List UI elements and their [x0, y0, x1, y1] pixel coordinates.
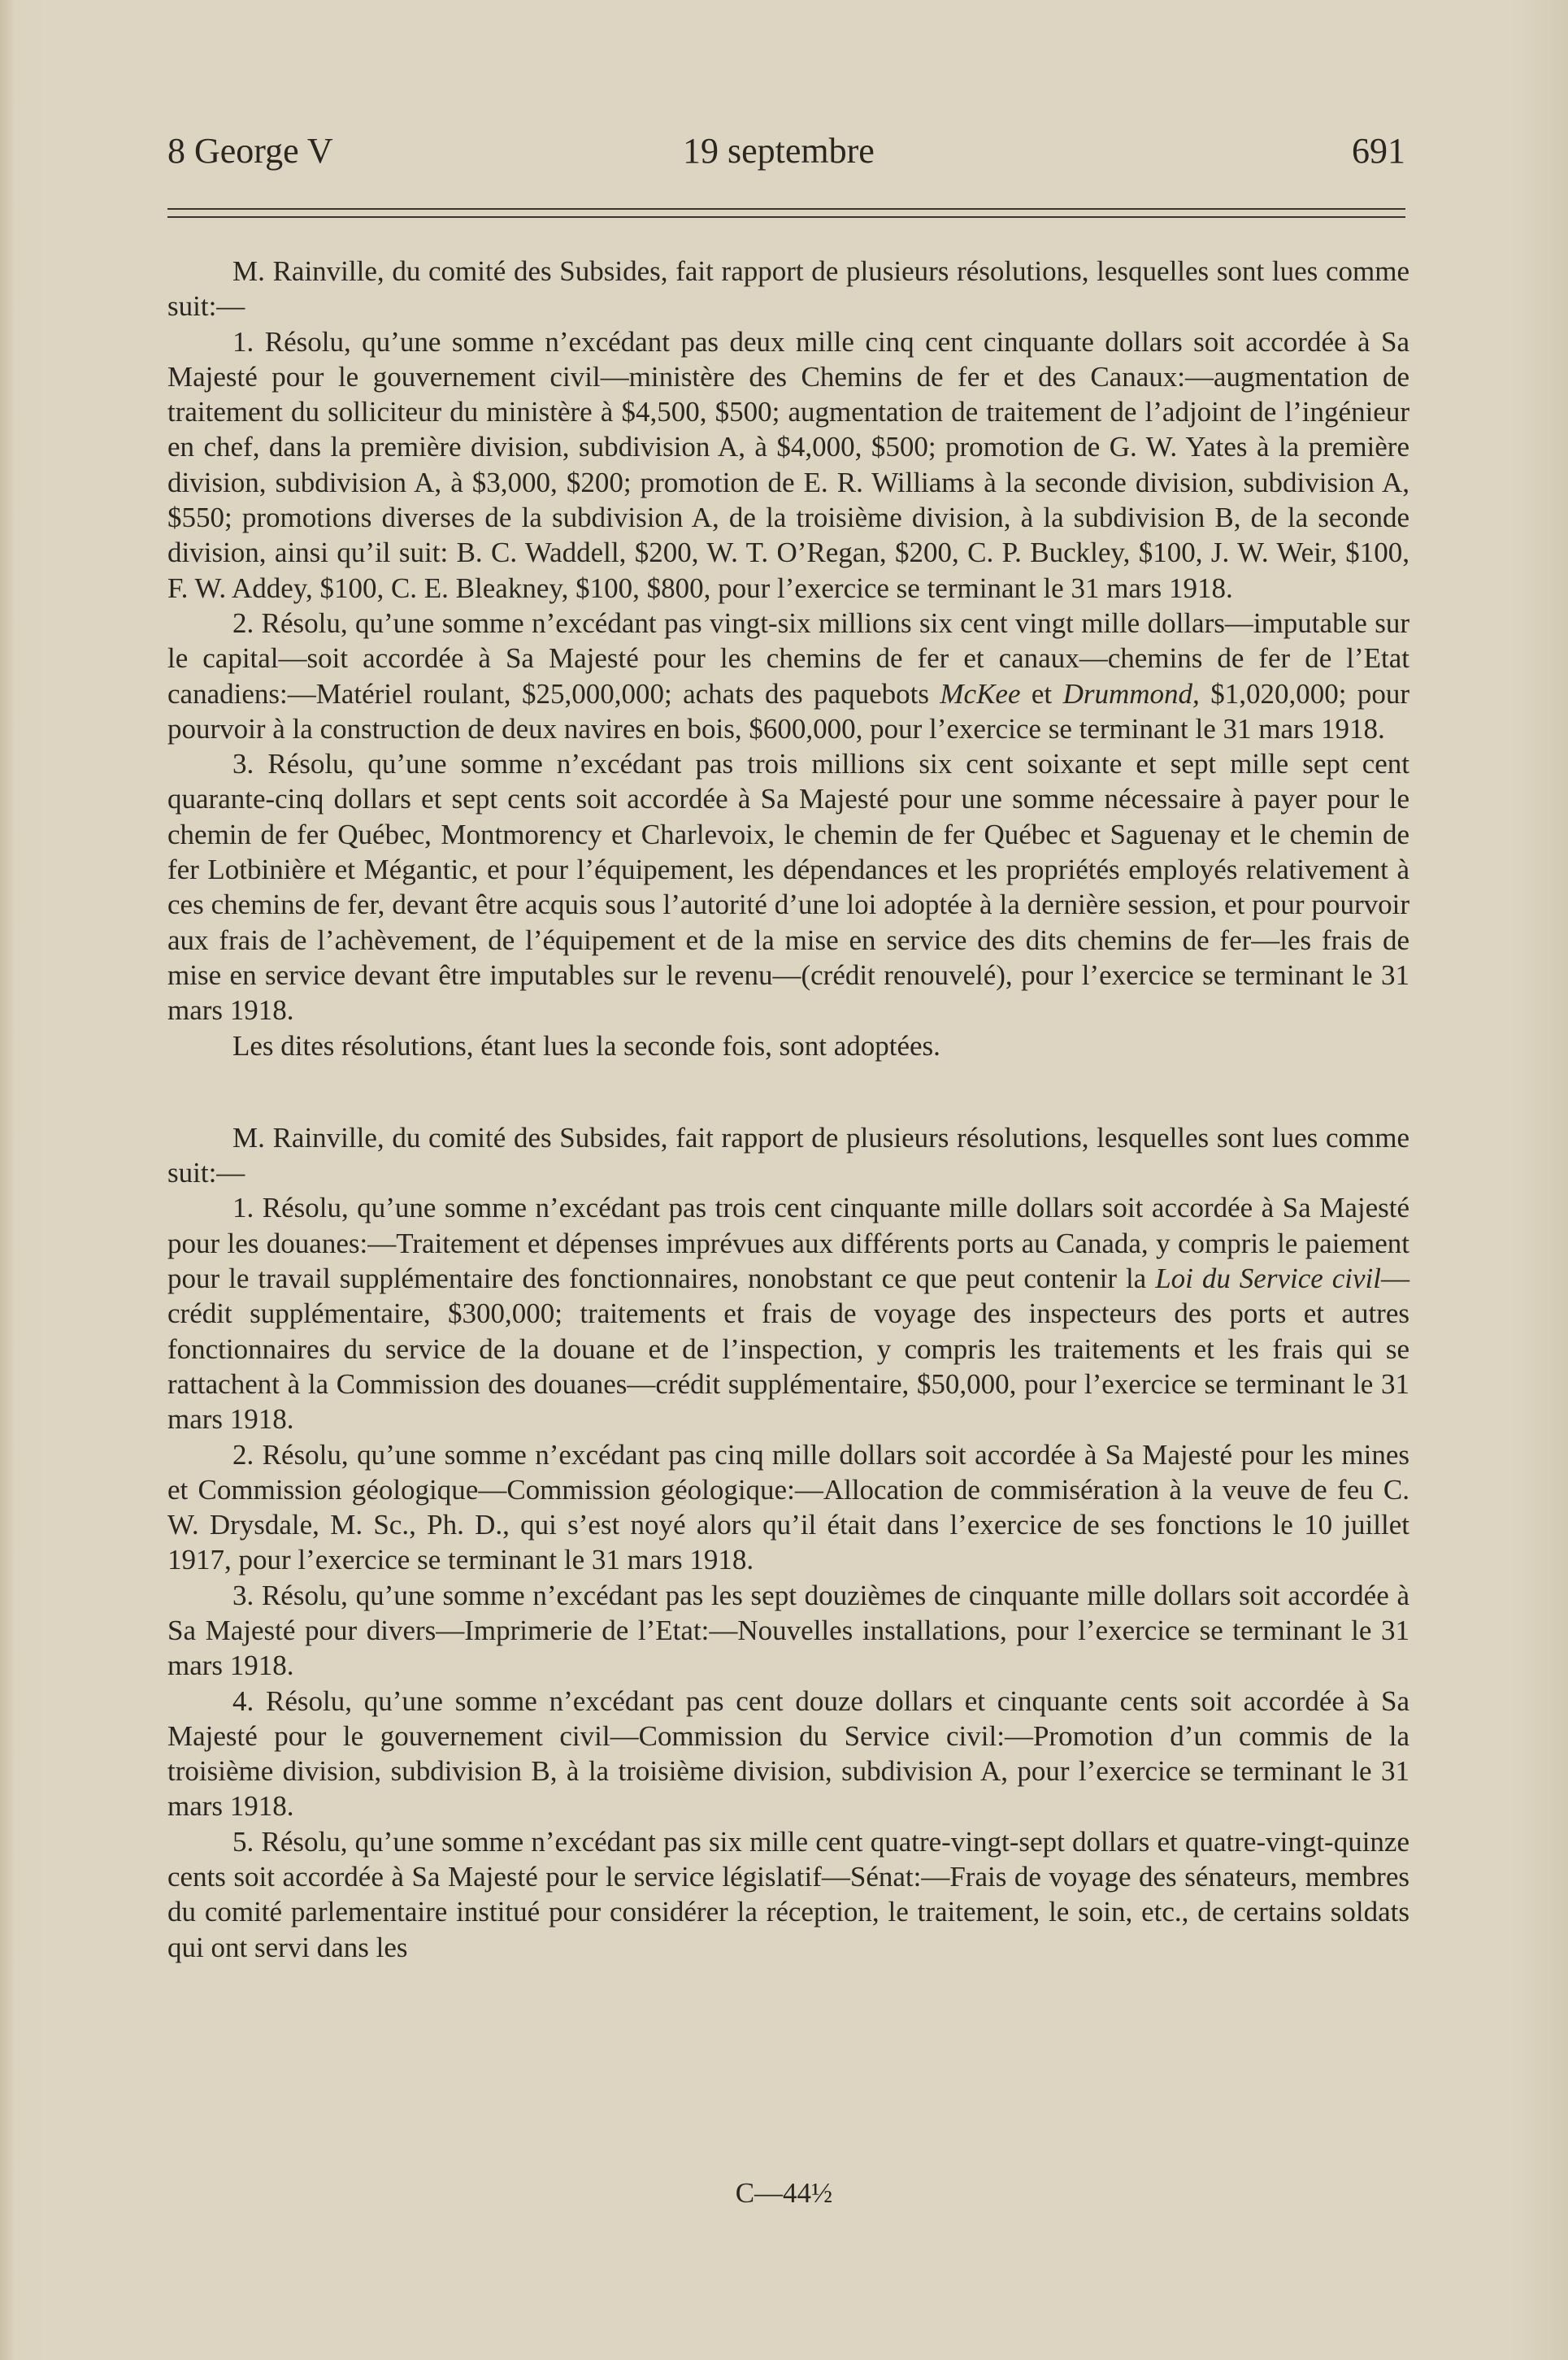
- page-number: 691: [1352, 131, 1405, 171]
- resolution-2-2: 2. Résolu, qu’une somme n’excédant pas cinq mille dollars soit accordée à Sa Majesté pour les mines et Commission géologique—Commission géologique:—Allocation de commisération à la veuve de feu C. W. Drysdale, M. Sc., Ph. D., qui s’est noyé alors qu’il était dans l’exercice de ses fonctions le 10 juillet 1917, pour l’exercice se terminant le 31 mars 1918.: [167, 1438, 1409, 1576]
- resolution-1-3: 3. Résolu, qu’une somme n’excédant pas trois millions six cent soixante et sept mille sept cent quarante-cinq dollars et sept cents soit accordée à Sa Majesté pour une somme nécessaire à payer pour le chemin de fer Québec, Montmorency et Charlevoix, le chemin de fer Québec et Saguenay et le chemin de fer Lotbinière et Mégantic, et pour l’équipement, les dépendances et les propriétés employés relativement à ces chemins de fer, devant être acquis sous l’autorité d’une loi adoptée à la dernière session, et pour pourvoir aux frais de l’achèvement, de l’équipement et de la mise en service des dits chemins de fer—les frais de mise en service devant être imputables sur le revenu—(crédit renouvelé), pour l’exercice se terminant le 31 mars 1918.: [167, 748, 1409, 1027]
- resolution-2-4: 4. Résolu, qu’une somme n’excédant pas cent douze dollars et cinquante cents soit accordée à Sa Majesté pour le gouvernement civil—Commission du Service civil:—Promotion d’un commis de la troisième division, subdivision B, à la troisième division, subdivision A, pour l’exercice se terminant le 31 mars 1918.: [167, 1684, 1409, 1823]
- resolution-2-5: 5. Résolu, qu’une somme n’excédant pas six mille cent quatre-vingt-sept dollars et quatre-vingt-quinze cents soit accordée à Sa Majesté pour le service législatif—Sénat:—Frais de voyage des sénateurs, membres du comité parlementaire institué pour considérer la réception, le traitement, le soin, etc., de certains soldats qui ont servi dans les: [167, 1825, 1409, 1963]
- page-header: [167, 130, 1405, 179]
- regnal-year: 8 George V: [167, 131, 333, 171]
- report-intro-2: M. Rainville, du comité des Subsides, fait rapport de plusieurs résolutions, lesquelles sont lues comme suit:—: [167, 1121, 1409, 1189]
- report-intro-1: M. Rainville, du comité des Subsides, fait rapport de plusieurs résolutions, lesquelles sont lues comme suit:—: [167, 255, 1409, 323]
- resolution-2-3: 3. Résolu, qu’une somme n’excédant pas les sept douzièmes de cinquante mille dollars soit accordée à Sa Majesté pour divers—Imprimerie de l’Etat:—Nouvelles installations, pour l’exercice se terminant le 31 mars 1918.: [167, 1579, 1409, 1682]
- page-body: [167, 254, 1409, 1965]
- ship-name: Drummond,: [1062, 677, 1200, 710]
- section-gap: [167, 1063, 1409, 1120]
- law-title: Loi du Service civil: [1155, 1263, 1381, 1295]
- signature-mark: C—44½: [735, 2177, 833, 2209]
- header-date: 19 septembre: [683, 131, 875, 171]
- header-rule-bottom: [167, 216, 1405, 218]
- resolution-2-1: [167, 1190, 1409, 1436]
- closing-statement: Les dites résolutions, étant lues la seconde fois, sont adoptées.: [232, 1029, 940, 1062]
- header-rule-top: [167, 208, 1405, 210]
- resolution-text: 1. Résolu, qu’une somme n’excédant pas trois cent cinquante mille dollars soit accordée à Sa Majesté pour les douanes:—Traitement et dépenses imprévues aux différents ports au Canada, y compris le paiement pour le travail supplémentaire des fonctionnaires, nonobstant ce que peut contenir la: [167, 1192, 1409, 1295]
- resolution-1-1: 1. Résolu, qu’une somme n’excédant pas deux mille cinq cent cinquante dollars soit accordée à Sa Majesté pour le gouvernement civil—ministère des Chemins de fer et des Canaux:—augmentation de traitement du solliciteur du ministère à $4,500, $500; augmentation de traitement de l’adjoint de l’ingénieur en chef, dans la première division, subdivision A, à $4,000, $500; promotion de G. W. Yates à la première division, subdivision A, à $3,000, $200; promotion de E. R. Williams à la seconde division, subdivision A, $550; promotions diverses de la subdivision A, de la troisième division, à la subdivision B, de la seconde division, ainsi qu’il suit: B. C. Waddell, $200, W. T. O’Regan, $200, C. P. Buckley, $100, J. W. Weir, $100, F. W. Addey, $100, C. E. Bleakney, $100, $800, pour l’exercice se terminant le 31 mars 1918.: [167, 325, 1409, 604]
- resolution-text: 2. Résolu, qu’une somme n’excédant pas vingt-six millions six cent vingt mille dollars—imputable sur le capital—soit accordée à Sa Majesté pour les chemins de fer et canaux—chemins de fer de l’Etat canadiens:—Matériel roulant, $25,000,000; achats des paquebots: [167, 606, 1409, 710]
- ship-name: McKee: [940, 677, 1021, 710]
- resolution-text: et: [1020, 677, 1063, 710]
- resolution-text: —crédit supplémentaire, $300,000; traitements et frais de voyage des inspecteurs des ports et autres fonctionnaires du service de la douane et de l’inspection, y compris les traitements et les frais qui se rattachent à la Commission des douanes—crédit supplémentaire, $50,000, pour l’exercice se terminant le 31 mars 1918.: [167, 1263, 1409, 1436]
- resolution-text: $1,020,000; pour pourvoir à la construction de deux navires en bois, $600,000, pour l’exercice se terminant le 31 mars 1918.: [167, 677, 1409, 745]
- resolution-1-2: [167, 606, 1409, 746]
